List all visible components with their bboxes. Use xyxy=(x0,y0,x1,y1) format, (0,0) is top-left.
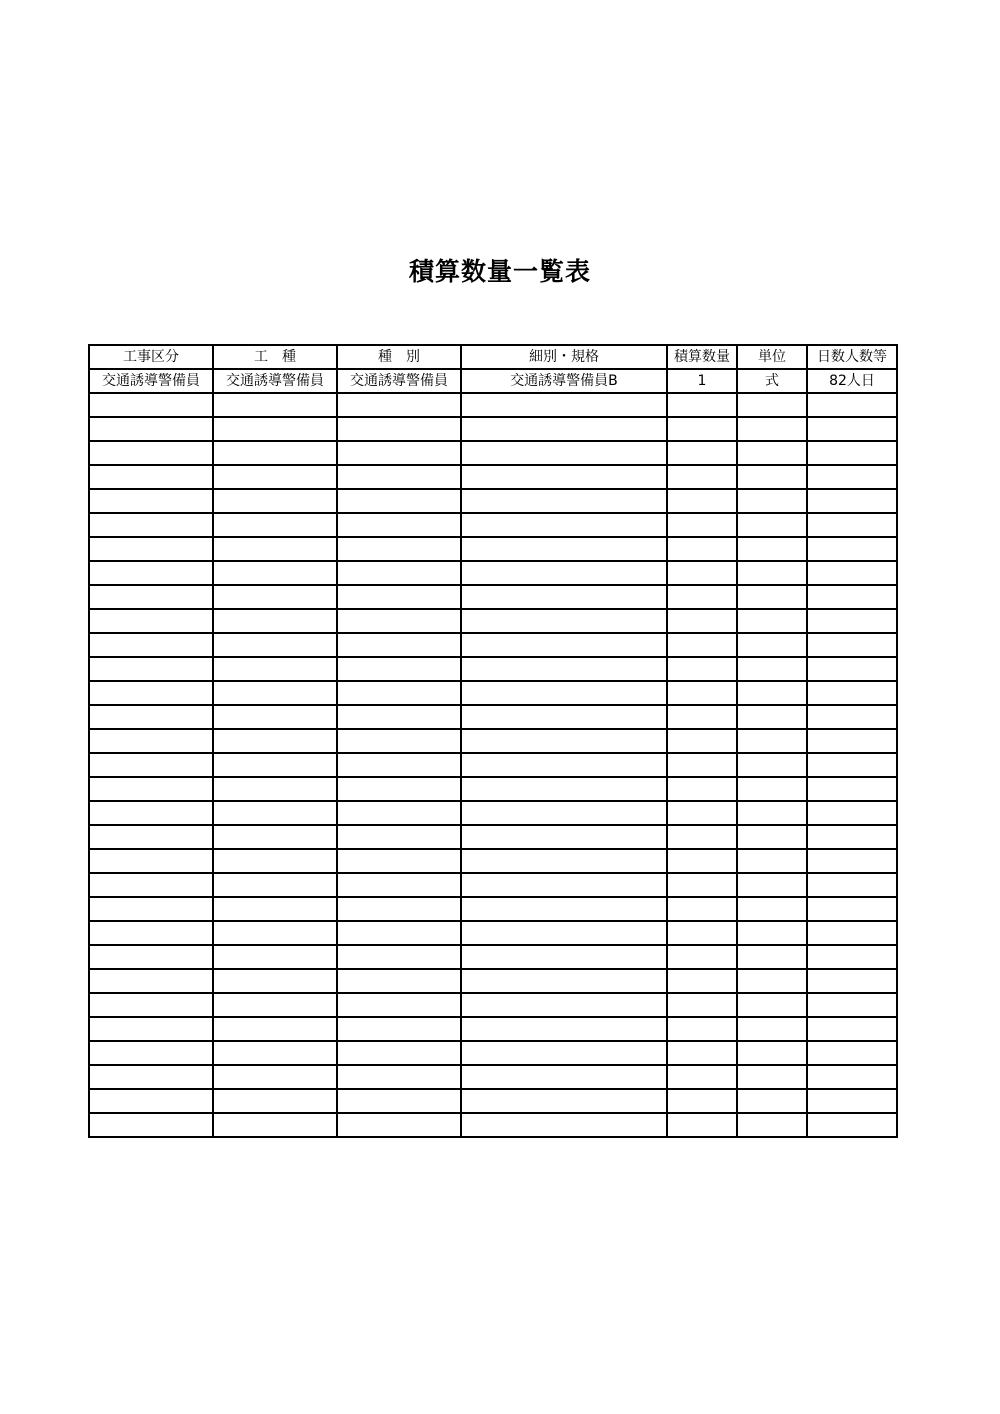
table-row-empty xyxy=(89,729,897,753)
cell-specification-empty xyxy=(461,1017,667,1041)
cell-estimated-quantity-empty xyxy=(667,753,737,777)
cell-specification-empty xyxy=(461,393,667,417)
cell-days-persons-empty xyxy=(807,945,897,969)
cell-work-type-empty xyxy=(213,561,337,585)
cell-estimated-quantity-empty xyxy=(667,1017,737,1041)
cell-unit-empty xyxy=(737,657,807,681)
cell-specification-empty xyxy=(461,993,667,1017)
cell-unit-empty xyxy=(737,513,807,537)
cell-specification-empty xyxy=(461,633,667,657)
cell-days-persons: 82人日 xyxy=(807,369,897,393)
cell-unit-empty xyxy=(737,417,807,441)
cell-unit-empty xyxy=(737,537,807,561)
cell-construction-category-empty xyxy=(89,633,213,657)
cell-estimated-quantity-empty xyxy=(667,993,737,1017)
cell-classification-empty xyxy=(337,513,461,537)
cell-construction-category-empty xyxy=(89,561,213,585)
cell-classification-empty xyxy=(337,537,461,561)
cell-estimated-quantity-empty xyxy=(667,897,737,921)
cell-unit-empty xyxy=(737,849,807,873)
cell-construction-category-empty xyxy=(89,753,213,777)
cell-specification-empty xyxy=(461,489,667,513)
cell-unit-empty xyxy=(737,585,807,609)
cell-work-type-empty xyxy=(213,897,337,921)
cell-estimated-quantity-empty xyxy=(667,681,737,705)
cell-days-persons-empty xyxy=(807,753,897,777)
cell-classification-empty xyxy=(337,705,461,729)
cell-estimated-quantity-empty xyxy=(667,561,737,585)
cell-classification-empty xyxy=(337,801,461,825)
cell-specification: 交通誘導警備員B xyxy=(461,369,667,393)
page-title: 積算数量一覧表 xyxy=(408,257,591,286)
cell-estimated-quantity-empty xyxy=(667,513,737,537)
table-row-empty xyxy=(89,1017,897,1041)
cell-estimated-quantity-empty xyxy=(667,441,737,465)
cell-work-type-empty xyxy=(213,657,337,681)
cell-work-type-empty xyxy=(213,417,337,441)
cell-work-type-empty xyxy=(213,441,337,465)
cell-specification-empty xyxy=(461,681,667,705)
cell-days-persons-empty xyxy=(807,729,897,753)
cell-work-type-empty xyxy=(213,393,337,417)
cell-days-persons-empty xyxy=(807,633,897,657)
cell-unit-empty xyxy=(737,465,807,489)
table-body xyxy=(89,369,897,1137)
cell-specification-empty xyxy=(461,753,667,777)
cell-days-persons-empty xyxy=(807,1041,897,1065)
cell-unit-empty xyxy=(737,1017,807,1041)
cell-construction-category-empty xyxy=(89,681,213,705)
cell-work-type-empty xyxy=(213,993,337,1017)
table-row-empty xyxy=(89,873,897,897)
cell-unit-empty xyxy=(737,801,807,825)
table-row-empty xyxy=(89,969,897,993)
cell-specification-empty xyxy=(461,1041,667,1065)
cell-construction-category-empty xyxy=(89,777,213,801)
cell-unit-empty xyxy=(737,393,807,417)
cell-estimated-quantity-empty xyxy=(667,537,737,561)
cell-construction-category-empty xyxy=(89,465,213,489)
cell-work-type-empty xyxy=(213,729,337,753)
table-row-empty xyxy=(89,609,897,633)
cell-estimated-quantity-empty xyxy=(667,849,737,873)
cell-specification-empty xyxy=(461,873,667,897)
cell-days-persons-empty xyxy=(807,897,897,921)
table-row-empty xyxy=(89,945,897,969)
cell-unit-empty xyxy=(737,609,807,633)
cell-unit: 式 xyxy=(737,369,807,393)
cell-specification-empty xyxy=(461,849,667,873)
cell-unit-empty xyxy=(737,705,807,729)
cell-classification-empty xyxy=(337,1089,461,1113)
table-row-empty xyxy=(89,537,897,561)
cell-days-persons-empty xyxy=(807,825,897,849)
table-row-empty xyxy=(89,585,897,609)
cell-days-persons-empty xyxy=(807,609,897,633)
cell-construction-category-empty xyxy=(89,393,213,417)
cell-work-type-empty xyxy=(213,489,337,513)
cell-days-persons-empty xyxy=(807,1065,897,1089)
cell-work-type-empty xyxy=(213,705,337,729)
cell-estimated-quantity-empty xyxy=(667,657,737,681)
cell-construction-category-empty xyxy=(89,873,213,897)
cell-unit-empty xyxy=(737,945,807,969)
cell-construction-category-empty xyxy=(89,801,213,825)
cell-construction-category: 交通誘導警備員 xyxy=(89,369,213,393)
cell-work-type-empty xyxy=(213,465,337,489)
header-unit: 単位 xyxy=(737,345,807,369)
cell-estimated-quantity-empty xyxy=(667,1089,737,1113)
cell-estimated-quantity-empty xyxy=(667,825,737,849)
cell-unit-empty xyxy=(737,993,807,1017)
cell-construction-category-empty xyxy=(89,705,213,729)
table-row-empty xyxy=(89,705,897,729)
cell-work-type-empty xyxy=(213,1041,337,1065)
table-row-empty xyxy=(89,441,897,465)
cell-construction-category-empty xyxy=(89,537,213,561)
cell-classification-empty xyxy=(337,825,461,849)
cell-construction-category-empty xyxy=(89,993,213,1017)
cell-estimated-quantity-empty xyxy=(667,585,737,609)
cell-classification-empty xyxy=(337,633,461,657)
cell-days-persons-empty xyxy=(807,537,897,561)
cell-unit-empty xyxy=(737,489,807,513)
cell-classification: 交通誘導警備員 xyxy=(337,369,461,393)
cell-unit-empty xyxy=(737,1065,807,1089)
header-classification: 種 別 xyxy=(337,345,461,369)
table-row-empty xyxy=(89,393,897,417)
cell-classification-empty xyxy=(337,417,461,441)
cell-unit-empty xyxy=(737,777,807,801)
cell-construction-category-empty xyxy=(89,969,213,993)
cell-work-type-empty xyxy=(213,633,337,657)
cell-construction-category-empty xyxy=(89,921,213,945)
cell-specification-empty xyxy=(461,897,667,921)
cell-specification-empty xyxy=(461,705,667,729)
cell-classification-empty xyxy=(337,657,461,681)
cell-work-type-empty xyxy=(213,1017,337,1041)
cell-estimated-quantity-empty xyxy=(667,609,737,633)
table-row-empty xyxy=(89,849,897,873)
table-row-empty xyxy=(89,801,897,825)
header-specification: 細別・規格 xyxy=(461,345,667,369)
cell-days-persons-empty xyxy=(807,489,897,513)
cell-unit-empty xyxy=(737,729,807,753)
cell-work-type-empty xyxy=(213,585,337,609)
cell-days-persons-empty xyxy=(807,1113,897,1137)
table-row-empty xyxy=(89,993,897,1017)
cell-classification-empty xyxy=(337,945,461,969)
cell-days-persons-empty xyxy=(807,417,897,441)
cell-unit-empty xyxy=(737,825,807,849)
cell-estimated-quantity-empty xyxy=(667,801,737,825)
cell-days-persons-empty xyxy=(807,921,897,945)
cell-work-type-empty xyxy=(213,945,337,969)
header-construction-category: 工事区分 xyxy=(89,345,213,369)
cell-classification-empty xyxy=(337,897,461,921)
cell-days-persons-empty xyxy=(807,705,897,729)
cell-specification-empty xyxy=(461,1113,667,1137)
cell-construction-category-empty xyxy=(89,609,213,633)
cell-unit-empty xyxy=(737,441,807,465)
table-header xyxy=(89,345,897,369)
cell-classification-empty xyxy=(337,441,461,465)
cell-construction-category-empty xyxy=(89,945,213,969)
cell-estimated-quantity-empty xyxy=(667,729,737,753)
cell-days-persons-empty xyxy=(807,657,897,681)
cell-work-type-empty xyxy=(213,969,337,993)
cell-classification-empty xyxy=(337,777,461,801)
cell-days-persons-empty xyxy=(807,441,897,465)
cell-specification-empty xyxy=(461,585,667,609)
cell-unit-empty xyxy=(737,633,807,657)
cell-unit-empty xyxy=(737,897,807,921)
cell-classification-empty xyxy=(337,585,461,609)
cell-work-type-empty xyxy=(213,849,337,873)
cell-estimated-quantity: 1 xyxy=(667,369,737,393)
cell-work-type-empty xyxy=(213,825,337,849)
cell-specification-empty xyxy=(461,1065,667,1089)
cell-estimated-quantity-empty xyxy=(667,1041,737,1065)
table-row-empty xyxy=(89,633,897,657)
cell-work-type-empty xyxy=(213,753,337,777)
cell-work-type-empty xyxy=(213,681,337,705)
cell-days-persons-empty xyxy=(807,465,897,489)
table-row xyxy=(89,369,897,393)
cell-construction-category-empty xyxy=(89,585,213,609)
cell-classification-empty xyxy=(337,993,461,1017)
cell-estimated-quantity-empty xyxy=(667,705,737,729)
cell-work-type-empty xyxy=(213,1089,337,1113)
cell-estimated-quantity-empty xyxy=(667,945,737,969)
cell-construction-category-empty xyxy=(89,417,213,441)
cell-classification-empty xyxy=(337,1041,461,1065)
cell-specification-empty xyxy=(461,657,667,681)
cell-classification-empty xyxy=(337,921,461,945)
cell-days-persons-empty xyxy=(807,1089,897,1113)
cell-work-type-empty xyxy=(213,921,337,945)
cell-classification-empty xyxy=(337,1017,461,1041)
cell-days-persons-empty xyxy=(807,1017,897,1041)
cell-work-type: 交通誘導警備員 xyxy=(213,369,337,393)
cell-specification-empty xyxy=(461,825,667,849)
table-row-empty xyxy=(89,513,897,537)
cell-classification-empty xyxy=(337,681,461,705)
cell-days-persons-empty xyxy=(807,993,897,1017)
cell-specification-empty xyxy=(461,1089,667,1113)
cell-construction-category-empty xyxy=(89,1113,213,1137)
cell-estimated-quantity-empty xyxy=(667,873,737,897)
cell-specification-empty xyxy=(461,921,667,945)
table-row-empty xyxy=(89,1089,897,1113)
cell-work-type-empty xyxy=(213,537,337,561)
cell-classification-empty xyxy=(337,1113,461,1137)
table-row-empty xyxy=(89,777,897,801)
cell-specification-empty xyxy=(461,777,667,801)
table-row-empty xyxy=(89,1041,897,1065)
cell-classification-empty xyxy=(337,873,461,897)
cell-construction-category-empty xyxy=(89,729,213,753)
cell-construction-category-empty xyxy=(89,1089,213,1113)
cell-specification-empty xyxy=(461,945,667,969)
cell-classification-empty xyxy=(337,609,461,633)
cell-days-persons-empty xyxy=(807,585,897,609)
cell-days-persons-empty xyxy=(807,777,897,801)
cell-specification-empty xyxy=(461,417,667,441)
table-row-empty xyxy=(89,465,897,489)
quantity-table xyxy=(88,344,898,1138)
cell-estimated-quantity-empty xyxy=(667,393,737,417)
cell-days-persons-empty xyxy=(807,801,897,825)
cell-construction-category-empty xyxy=(89,513,213,537)
header-estimated-quantity: 積算数量 xyxy=(667,345,737,369)
cell-days-persons-empty xyxy=(807,393,897,417)
cell-days-persons-empty xyxy=(807,969,897,993)
cell-days-persons-empty xyxy=(807,561,897,585)
cell-estimated-quantity-empty xyxy=(667,1065,737,1089)
cell-days-persons-empty xyxy=(807,513,897,537)
cell-construction-category-empty xyxy=(89,849,213,873)
cell-classification-empty xyxy=(337,969,461,993)
cell-classification-empty xyxy=(337,561,461,585)
cell-specification-empty xyxy=(461,513,667,537)
cell-construction-category-empty xyxy=(89,1041,213,1065)
cell-classification-empty xyxy=(337,849,461,873)
cell-estimated-quantity-empty xyxy=(667,489,737,513)
table-row-empty xyxy=(89,1065,897,1089)
cell-unit-empty xyxy=(737,681,807,705)
cell-specification-empty xyxy=(461,537,667,561)
cell-specification-empty xyxy=(461,969,667,993)
cell-estimated-quantity-empty xyxy=(667,633,737,657)
cell-classification-empty xyxy=(337,753,461,777)
table-row-empty xyxy=(89,753,897,777)
cell-unit-empty xyxy=(737,969,807,993)
cell-estimated-quantity-empty xyxy=(667,417,737,441)
cell-unit-empty xyxy=(737,921,807,945)
cell-work-type-empty xyxy=(213,873,337,897)
cell-work-type-empty xyxy=(213,777,337,801)
cell-estimated-quantity-empty xyxy=(667,969,737,993)
cell-specification-empty xyxy=(461,609,667,633)
cell-work-type-empty xyxy=(213,1113,337,1137)
cell-construction-category-empty xyxy=(89,825,213,849)
cell-estimated-quantity-empty xyxy=(667,465,737,489)
header-days-persons: 日数人数等 xyxy=(807,345,897,369)
table-row-empty xyxy=(89,897,897,921)
cell-unit-empty xyxy=(737,1041,807,1065)
header-row xyxy=(89,345,897,369)
table-row-empty xyxy=(89,489,897,513)
cell-days-persons-empty xyxy=(807,681,897,705)
header-work-type: 工 種 xyxy=(213,345,337,369)
cell-classification-empty xyxy=(337,729,461,753)
cell-construction-category-empty xyxy=(89,1017,213,1041)
cell-unit-empty xyxy=(737,753,807,777)
table-row-empty xyxy=(89,921,897,945)
cell-estimated-quantity-empty xyxy=(667,921,737,945)
cell-classification-empty xyxy=(337,1065,461,1089)
cell-estimated-quantity-empty xyxy=(667,777,737,801)
cell-specification-empty xyxy=(461,441,667,465)
table-row-empty xyxy=(89,657,897,681)
cell-specification-empty xyxy=(461,729,667,753)
cell-days-persons-empty xyxy=(807,849,897,873)
table-row-empty xyxy=(89,561,897,585)
cell-construction-category-empty xyxy=(89,657,213,681)
cell-work-type-empty xyxy=(213,609,337,633)
cell-work-type-empty xyxy=(213,513,337,537)
table-row-empty xyxy=(89,417,897,441)
table-row-empty xyxy=(89,825,897,849)
cell-specification-empty xyxy=(461,465,667,489)
cell-days-persons-empty xyxy=(807,873,897,897)
cell-work-type-empty xyxy=(213,1065,337,1089)
cell-construction-category-empty xyxy=(89,897,213,921)
cell-unit-empty xyxy=(737,561,807,585)
cell-classification-empty xyxy=(337,393,461,417)
cell-construction-category-empty xyxy=(89,489,213,513)
cell-classification-empty xyxy=(337,465,461,489)
cell-estimated-quantity-empty xyxy=(667,1113,737,1137)
cell-specification-empty xyxy=(461,561,667,585)
cell-unit-empty xyxy=(737,1113,807,1137)
table-row-empty xyxy=(89,681,897,705)
table-row-empty xyxy=(89,1113,897,1137)
cell-specification-empty xyxy=(461,801,667,825)
cell-construction-category-empty xyxy=(89,1065,213,1089)
cell-work-type-empty xyxy=(213,801,337,825)
cell-unit-empty xyxy=(737,873,807,897)
cell-unit-empty xyxy=(737,1089,807,1113)
cell-construction-category-empty xyxy=(89,441,213,465)
cell-classification-empty xyxy=(337,489,461,513)
